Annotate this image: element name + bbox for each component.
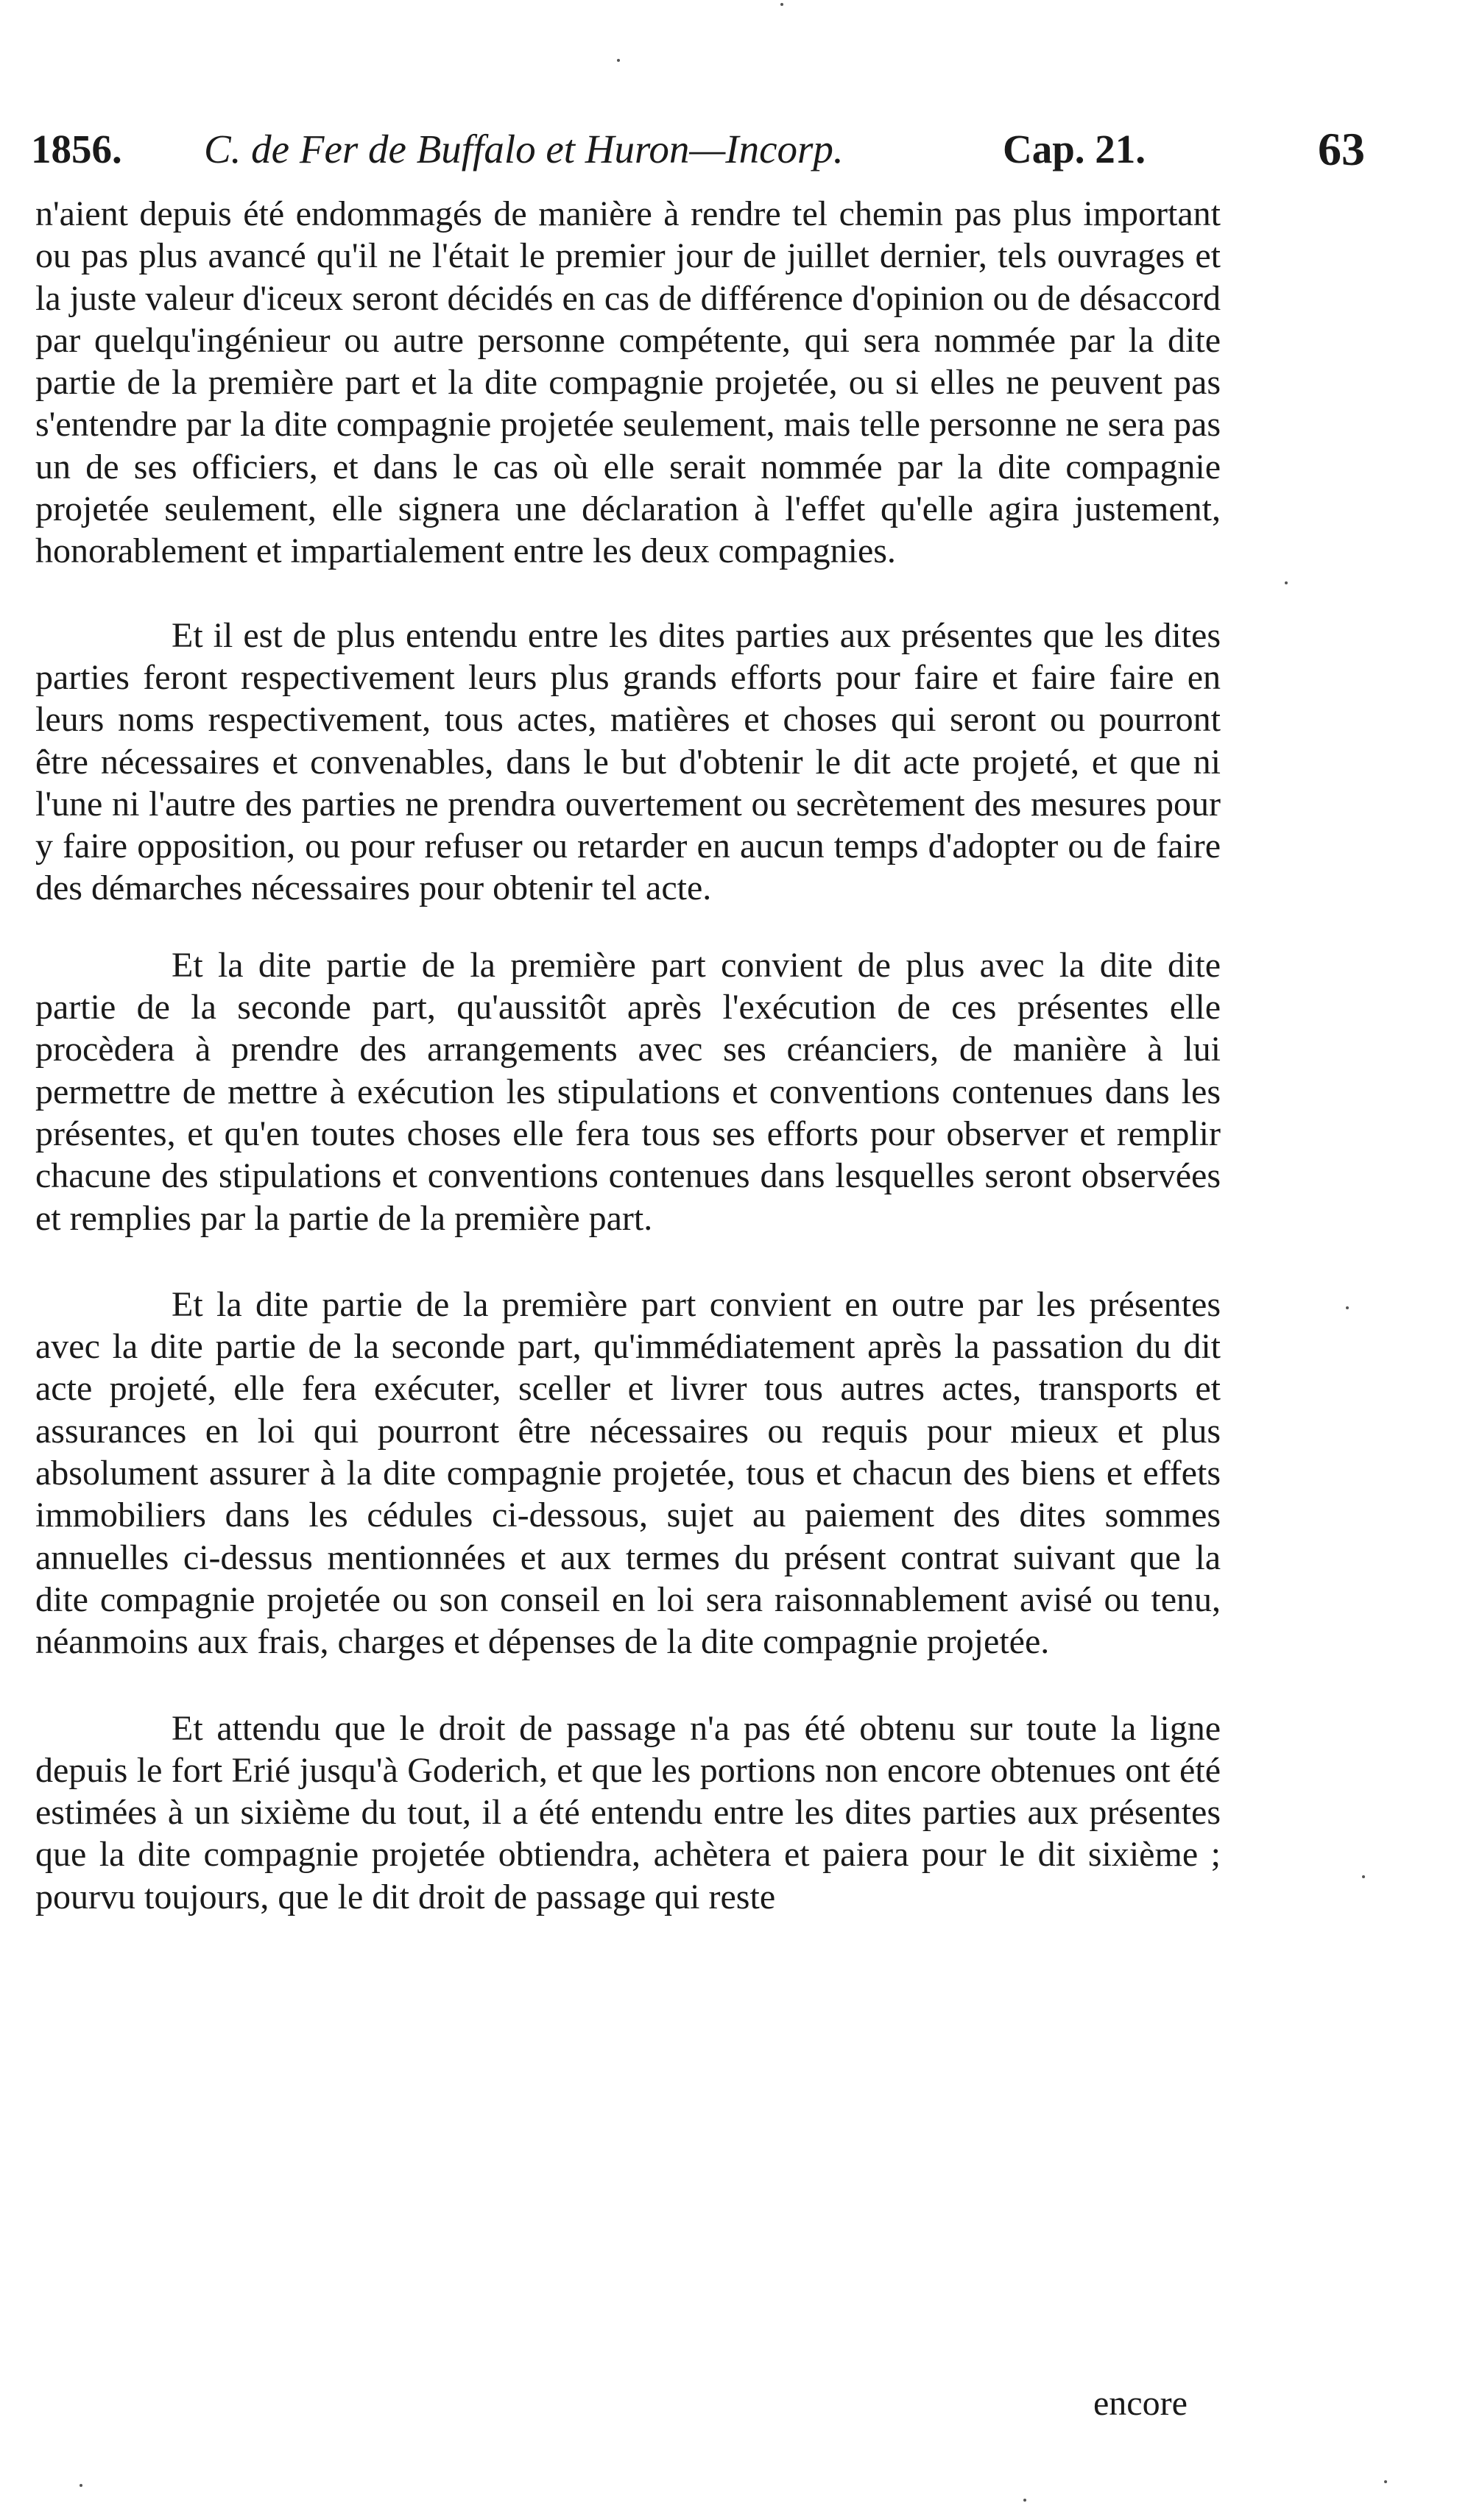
- scan-speck: [1346, 1306, 1349, 1309]
- paragraph: Et il est de plus entendu entre les dites parties aux présentes que les dites parties feront respectivement leurs plus grands efforts pour faire et faire faire en leurs noms respectivement, tous actes, matières et choses qui seront ou pourront être nécessaires et convenables, dans le but d'obtenir le dit acte projeté, et que ni l'une ni l'autre des parties ne prendra ouvertement ou secrètement des mesures pour y faire opposition, ou pour refuser ou retarder en aucun temps d'adopter ou de faire des démarches nécessaires pour obtenir tel acte.: [35, 615, 1221, 908]
- scan-speck: [80, 2484, 82, 2487]
- header-title: C. de Fer de Buffalo et Huron—Incorp.: [204, 127, 844, 171]
- body-text: [35, 193, 1221, 1918]
- scan-speck: [1384, 2480, 1387, 2483]
- scan-speck: [1285, 581, 1288, 584]
- header-year: 1856.: [31, 127, 122, 171]
- scan-speck: [1023, 2499, 1026, 2502]
- header-chapter: Cap. 21.: [1003, 127, 1146, 171]
- paragraph-continued: n'aient depuis été endommagés de manière à rendre tel chemin pas plus important ou pas plus avancé qu'il ne l'était le premier jour de juillet dernier, tels ouvrages et la juste valeur d'iceux seront décidés en cas de différence d'opinion ou de désaccord par quelqu'ingénieur ou autre personne compétente, qui sera nommée par la dite partie de la première part et la dite compagnie projetée, ou si elles ne peuvent pas s'entendre par la dite compagnie projetée seulement, mais telle personne ne sera pas un de ses officiers, et dans le cas où elle serait nommée par la dite compagnie projetée seulement, elle signera une déclaration à l'effet qu'elle agira justement, honorablement et impartialement entre les deux compagnies.: [35, 194, 1221, 571]
- scan-speck: [780, 3, 783, 6]
- scan-speck: [1362, 1875, 1365, 1878]
- scan-speck: [617, 59, 620, 62]
- page-number: 63: [1318, 123, 1365, 175]
- running-header: [31, 124, 1378, 175]
- paragraph: Et la dite partie de la première part convient de plus avec la dite dite partie de la seconde part, qu'aussitôt après l'exécution de ces présentes elle procèdera à prendre des arrangements avec ses créanciers, de manière à lui permettre de mettre à exécution les stipulations et conventions contenues dans les présentes, et qu'en toutes choses elle fera tous ses efforts pour observer et remplir chacune des stipulations et conventions contenues dans lesquelles seront observées et remplies par la partie de la première part.: [35, 945, 1221, 1238]
- catchword: encore: [1093, 2384, 1188, 2423]
- paragraph: Et la dite partie de la première part convient en outre par les présentes avec la dite partie de la seconde part, qu'immédiatement après la passation du dit acte projeté, elle fera exécuter, sceller et livrer tous autres actes, transports et assurances en loi qui pourront être nécessaires ou requis pour mieux et plus absolument assurer à la dite compagnie projetée, tous et chacun des biens et effets immobiliers dans les cédules ci-dessous, sujet au paiement des dites sommes annuelles ci-dessus mentionnées et aux termes du présent contrat suivant que la dite compagnie projetée ou son conseil en loi sera raisonnablement avisé ou tenu, néanmoins aux frais, charges et dépenses de la dite compagnie projetée.: [35, 1284, 1221, 1662]
- paragraph: Et attendu que le droit de passage n'a pas été obtenu sur toute la ligne depuis le fort Erié jusqu'à Goderich, et que les portions non encore obtenues ont été estimées à un sixième du tout, il a été entendu entre les dites parties aux présentes que la dite compagnie projetée obtiendra, achètera et paiera pour le dit sixième ; pourvu toujours, que le dit droit de passage qui reste: [35, 1708, 1221, 1916]
